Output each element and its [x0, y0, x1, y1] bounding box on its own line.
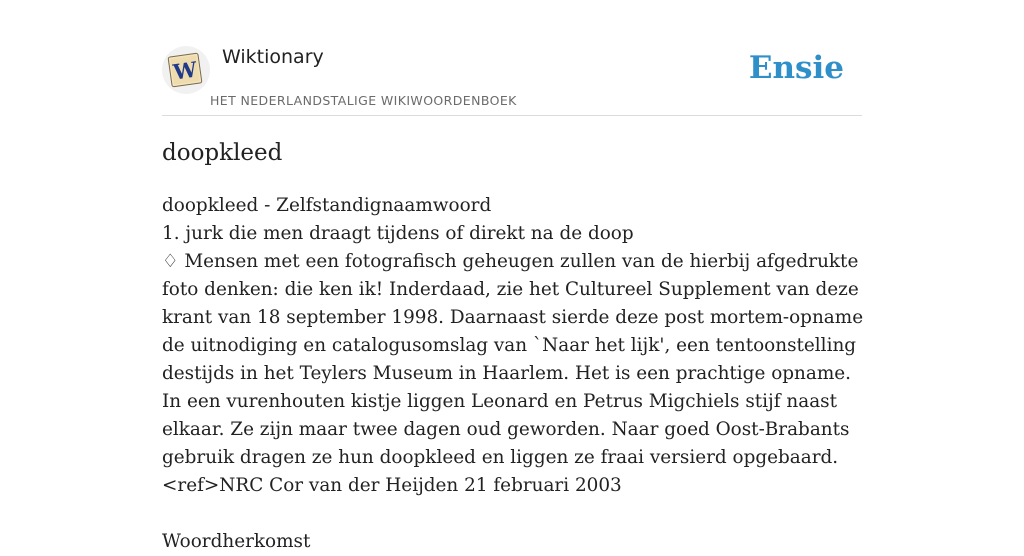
definition-meaning: 1. jurk die men draagt tijdens of direkt na de doop	[162, 223, 634, 244]
wiktionary-logo-icon[interactable]	[162, 46, 210, 94]
site-name[interactable]: Wiktionary	[222, 46, 324, 68]
definition-heading: doopkleed - Zelfstandignaamwoord	[162, 195, 492, 216]
entry-content	[162, 192, 864, 556]
example-quote: ♢ Mensen met een fotografisch geheugen zullen van de hierbij afgedrukte foto denken: die ken ik! Inderdaad, zie het Cultureel Supplement van deze krant van 18 september 1998. Daarnaast sierde deze post mortem-opname de uitnodiging en catalogusomslag van `Naar het lijk', een tentoonstelling destijds in het Teylers Museum in Haarlem. Het is een prachtige opname. In een vurenhouten kistje liggen Leonard en Petrus Migchiels stijf naast elkaar. Ze zijn maar twee dagen oud geworden. Naar goed Oost-Brabants gebruik dragen ze hun doopkleed en liggen ze fraai versierd opgebaard.<ref>NRC Cor van der Heijden 21 februari 2003	[162, 251, 864, 496]
logo-letter: W	[171, 56, 199, 85]
site-tagline: HET NEDERLANDSTALIGE WIKIWOORDENBOEK	[210, 93, 517, 108]
ensie-logo-link[interactable]: Ensie	[748, 50, 844, 86]
page-title: doopkleed	[162, 140, 283, 166]
section-gap	[162, 500, 864, 528]
site-header	[162, 0, 862, 116]
logo-tile-icon	[167, 52, 203, 88]
page	[162, 0, 864, 552]
section-heading-etymology: Woordherkomst	[162, 531, 311, 552]
